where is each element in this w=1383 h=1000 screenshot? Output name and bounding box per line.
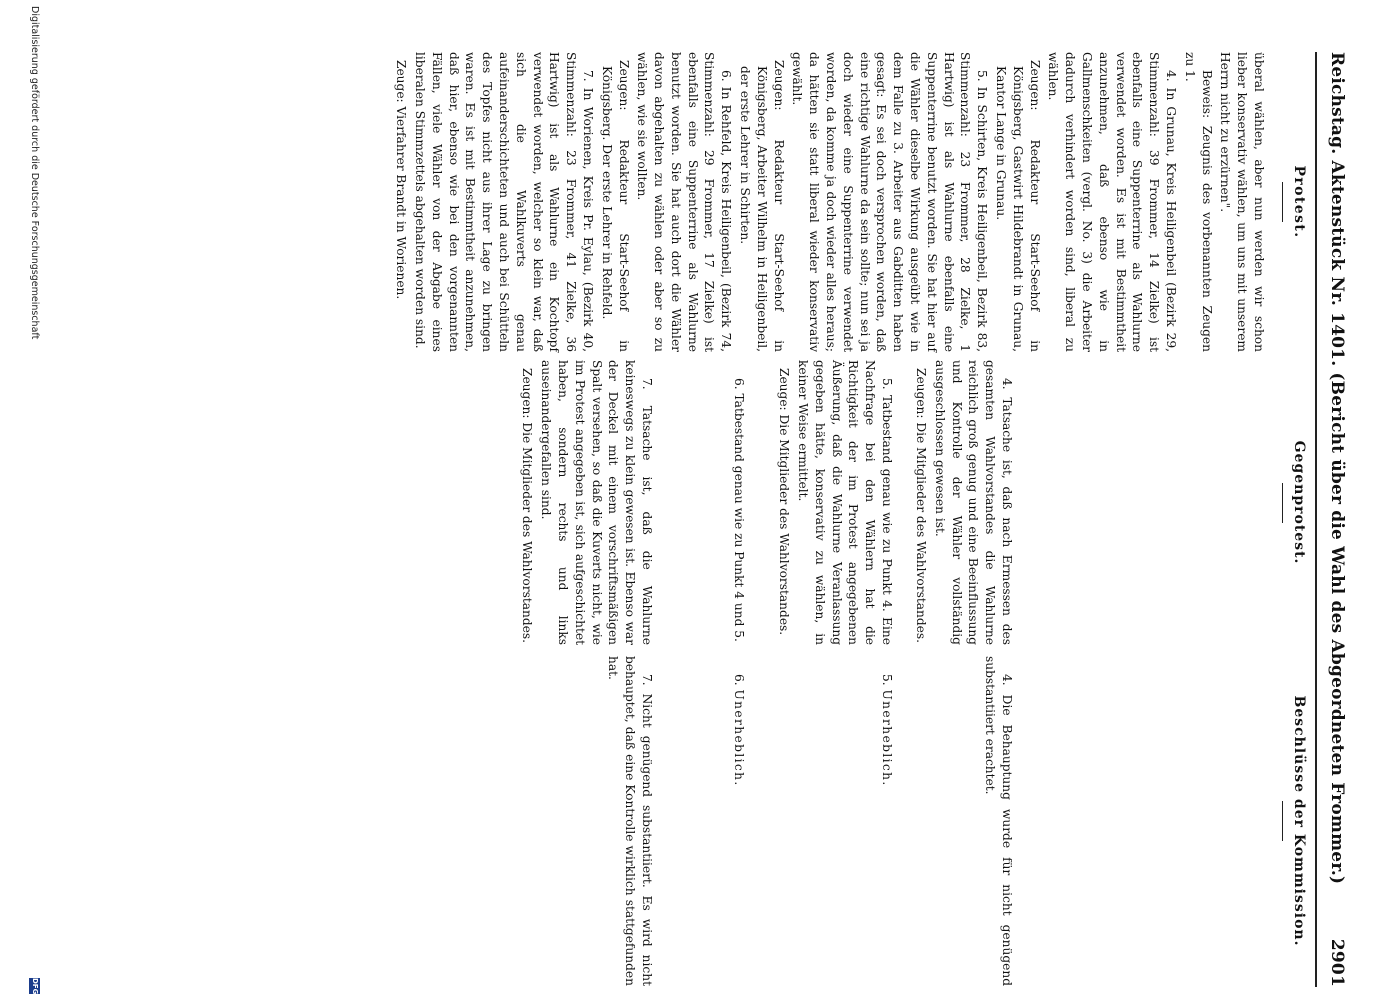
- page-header: [1319, 52, 1353, 987]
- digitization-credit: [10, 0, 40, 1000]
- header-rule: [1315, 52, 1317, 987]
- gegenprotest-item-6: 6. Tatbestand genau wie zu Punkt 4 und 5.: [732, 378, 746, 642]
- beschluss-text-4: Die Behauptung wurde für nicht genügend substantiiert erachtet.: [983, 656, 1014, 987]
- gegenprotest-item-4: 4. Tatsache ist, daß nach Ermessen des gesamten Wahlvorstandes die Wahlurne reichlich groß genug und eine Beeinflussung und Kontrolle der Wähler vollständig ausgeschlossen gewesen ist.: [932, 360, 1014, 645]
- heading-rule: [1282, 801, 1283, 841]
- gegenprotest-heading: Gegenprotest.: [1282, 360, 1307, 645]
- gegenprotest-witness-5: Zeuge: Die Mitglieder des Wahlvorstandes.: [777, 368, 792, 636]
- protest-item-4: 4. In Grunau, Kreis Heiligenbeil (Bezirk 29, Stimmenzahl: 39 Frommer, 14 Zielke) ist ebenfalls eine Suppenterrine als Wahlurne verwendet worden. Es ist mit Bestimmtheit anzunehmen, daß ebenso wie in Gallmenschkeiten (vergl. No. 3) die Arbeiter dadurch verhindert worden sind, liberal zu wählen.: [1046, 52, 1179, 352]
- protest-item-5: 5. In Schirten, Kreis Heiligenbeil, Bezirk 83, Stimmenzahl: 23 Frommer, 28 Zielke, 1 Hartwig) ist als Wahlurne ebenfalls eine Suppenterrine benutzt worden. Sie hat hier auf die Wähler dieselbe Wirkung ausgeübt wie in dem Falle zu 3. Arbeiter aus Gabditten haben gesagt: Es sei doch versprochen worden, daß eine richtige Wahlurne da sein sollte; nun sei ja doch wieder eine Suppenterrine verwendet worden, da komme ja doch wieder alles heraus; da hätten sie statt liberal wieder konservativ gewählt.: [790, 52, 990, 352]
- dfg-logo: DFG: [31, 978, 39, 995]
- beschluss-number-7: 7.: [640, 674, 654, 686]
- protest-item-7: 7. In Worienen, Kreis Pr. Eylau, (Bezirk 40, Stimmenzahl: 23 Frommer, 41 Zielke, 36 Hartwig) ist als Wahlurne ein Kochtopf verwendet worden, welcher so klein war, daß sich die Wahlkuverts genau aufeinanderschichteten und auch bei Schütteln des Topfes nicht aus ihrer Lage zu bringen waren. Es ist mit Bestimmtheit anzunehmen, daß hier, ebenso wie bei den vorgenannten Fällen, viele Wähler von der Abgabe eines liberalen Stimmzettels abgehalten worden sind.: [412, 52, 595, 352]
- beschluss-block-6: [728, 656, 747, 986]
- heading-rule: [1282, 182, 1283, 222]
- running-title: Reichstag. Aktenstück Nr. 1401. (Bericht über die Wahl des Abgeordneten Frommer.): [1327, 52, 1347, 885]
- heading-rule: [1282, 483, 1283, 523]
- credit-text: Digitalisierung gefördert durch die Deutsche Forschungsgemeinschaft: [29, 6, 40, 340]
- gegenprotest-item-5: 5. Tatbestand genau wie zu Punkt 4. Eine Nachfrage bei den Wählern hat die Richtigkeit der im Protest angegebenen Äußerung, daß die Wahlurne Veranlassung gegeben hätte, konservativ zu wählen, in keiner Weise ermittelt.: [796, 360, 894, 645]
- page-number: 2901: [1327, 938, 1347, 987]
- gegenprotest-block-7: [517, 360, 655, 645]
- beschluesse-heading: Beschlüsse der Kommission.: [1282, 656, 1307, 986]
- beschluss-block-5: [876, 656, 895, 986]
- beschluss-number-5: 5.: [880, 674, 894, 686]
- gegenprotest-block-6: [728, 360, 747, 645]
- protest-paragraph-cont: überal wählen, aber nun werden wir schon lieber konservativ wählen, um uns mit unserem Herrn nicht zu erzürnen".: [1218, 52, 1266, 352]
- beschluss-text-7: Nicht genügend substantiiert. Es wird nicht behauptet, daß eine Kontrolle wirklich stattgefunden hat.: [606, 656, 654, 987]
- beschluss-block-4: [979, 656, 1015, 986]
- beschluss-number-4: 4.: [1000, 674, 1014, 686]
- gegenprotest-witness-7: Zeugen: Die Mitglieder des Wahlvorstandes.: [520, 368, 535, 644]
- protest-heading: Protest.: [1282, 52, 1307, 352]
- gegenprotest-block-5: [773, 360, 895, 645]
- protest-witness-4: Zeugen: Redakteur Start-Seehof in Königsberg, Gastwirt Hildebrandt in Grunau, Kantor Lange in Grunau.: [994, 60, 1042, 352]
- beschluss-text-5: Unerheblich.: [880, 689, 894, 787]
- beschluss-block-7: [603, 656, 655, 986]
- protest-witness-5: Zeugen: Redakteur Start-Seehof in Königsberg, Arbeiter Wilhelm in Heiligenbeil, der erste Lehrer in Schirten.: [738, 60, 786, 352]
- protest-witness-7: Zeuge: Vierfahrer Brandt in Worienen.: [394, 60, 409, 300]
- protest-item-6: 6. In Rehfeld, Kreis Heiligenbeil, (Bezirk 74, Stimmenzahl: 29 Frommer, 17 Zielke) ist ebenfalls eine Suppenterrine als Wahlurne benutzt worden. Sie hat auch dort die Wähler davon abgehalten zu wählen oder aber so zu wählen, wie sie wollten.: [635, 52, 734, 352]
- beschluss-text-6: Unerheblich.: [732, 689, 746, 787]
- gegenprotest-witness-4: Zeugen: Die Mitglieder des Wahlvorstandes.: [914, 368, 929, 644]
- gegenprotest-block-4: [910, 360, 1015, 645]
- protest-witness-6: Zeugen: Redakteur Start-Seehof in Königsberg. Der erste Lehrer in Rehfeld.: [599, 60, 631, 352]
- protest-column: [390, 52, 1267, 352]
- gegenprotest-item-7: 7. Tatsache ist, daß die Wahlurne keineswegs zu klein gewesen ist. Ebenso war der Deckel mit einem vorschriftsmäßigen Spalt versehen, so daß die Kuverts nicht, wie im Protest angegeben ist, sich aufgeschichtet haben, sondern rechts und links auseinandergefallen sind.: [539, 360, 654, 645]
- beschluss-number-6: 6.: [732, 674, 746, 686]
- protest-evidence: Beweis: Zeugnis des vorbenannten Zeugen zu 1.: [1182, 52, 1214, 352]
